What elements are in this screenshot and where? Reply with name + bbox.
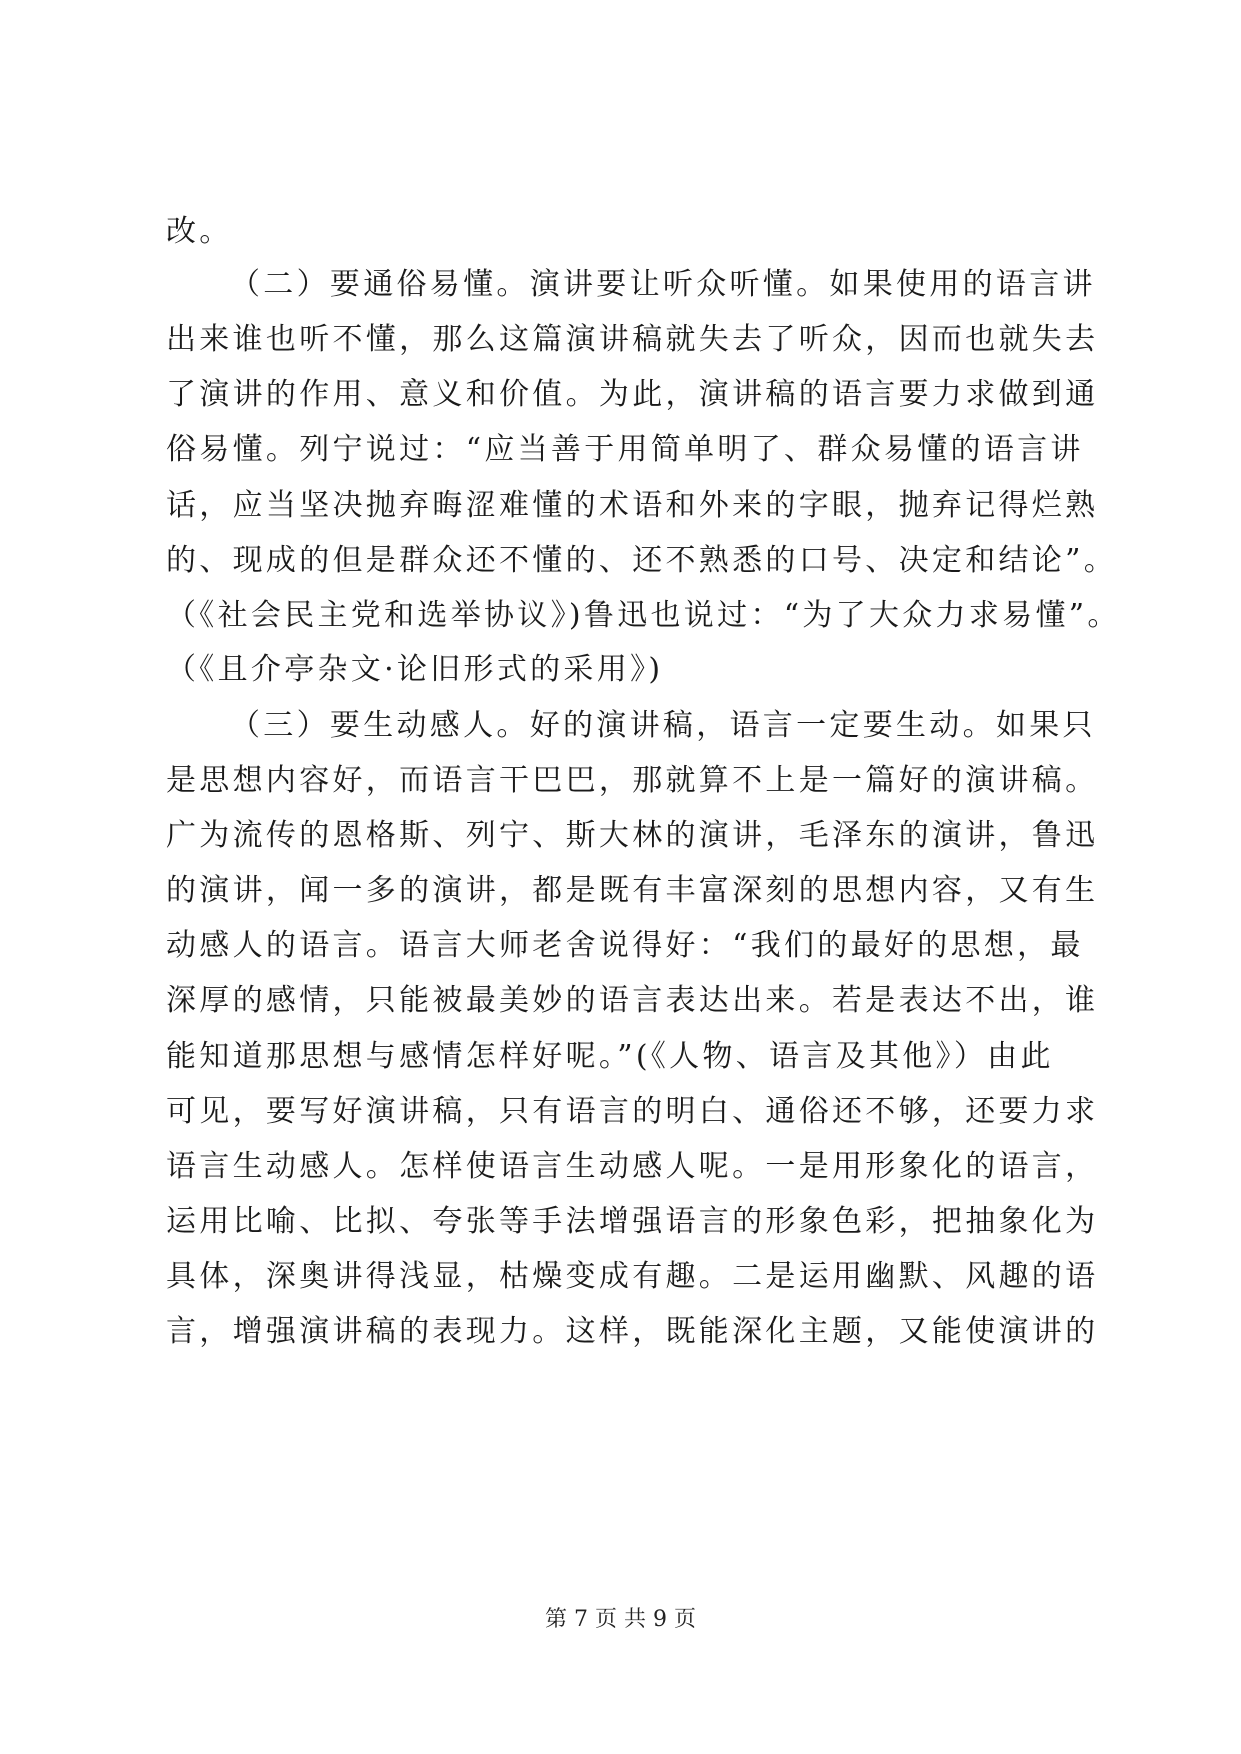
text-line: 的、现成的但是群众还不懂的、还不熟悉的口号、决定和结论”。 <box>166 543 1118 578</box>
text-line: 出来谁也听不懂，那么这篇演讲稿就失去了听众，因而也就失去 <box>166 322 1099 357</box>
text-line: 言，增强演讲稿的表现力。这样，既能深化主题，又能使演讲的 <box>166 1314 1099 1349</box>
text-line: 深厚的感情，只能被最美妙的语言表达出来。若是表达不出，谁 <box>166 983 1099 1018</box>
text-line: 改。 <box>166 214 233 249</box>
citation-line: （《社会民主党和选举协议》)鲁迅也说过：“为了大众力求易懂”。 <box>166 598 1121 633</box>
page-number-footer: 第 7 页 共 9 页 <box>545 1607 696 1632</box>
citation-line: （《且介亭杂文·论旧形式的采用》) <box>166 652 664 687</box>
text-line: 能知道那思想与感情怎样好呢。”(《人物、语言及其他》）由此 <box>166 1039 1054 1074</box>
text-line: 可见，要写好演讲稿，只有语言的明白、通俗还不够，还要力求 <box>166 1094 1099 1129</box>
text-line: 俗易懂。列宁说过：“应当善于用简单明了、群众易懂的语言讲 <box>166 432 1084 467</box>
paragraph-start-line: （二）要通俗易懂。演讲要让听众听懂。如果使用的语言讲 <box>230 267 1096 302</box>
text-line: 的演讲，闻一多的演讲，都是既有丰富深刻的思想内容，又有生 <box>166 873 1099 908</box>
paragraph-start-line: （三）要生动感人。好的演讲稿，语言一定要生动。如果只 <box>230 708 1096 743</box>
text-line: 话，应当坚决抛弃晦涩难懂的术语和外来的字眼，抛弃记得烂熟 <box>166 488 1099 523</box>
text-line: 语言生动感人。怎样使语言生动感人呢。一是用形象化的语言， <box>166 1149 1099 1184</box>
text-line: 运用比喻、比拟、夸张等手法增强语言的形象色彩，把抽象化为 <box>166 1204 1099 1239</box>
text-line: 广为流传的恩格斯、列宁、斯大林的演讲，毛泽东的演讲，鲁迅 <box>166 818 1099 853</box>
text-line: 了演讲的作用、意义和价值。为此，演讲稿的语言要力求做到通 <box>166 377 1099 412</box>
text-line: 是思想内容好，而语言干巴巴，那就算不上是一篇好的演讲稿。 <box>166 763 1099 798</box>
text-line: 动感人的语言。语言大师老舍说得好：“我们的最好的思想，最 <box>166 928 1084 963</box>
text-line: 具体，深奥讲得浅显，枯燥变成有趣。二是运用幽默、风趣的语 <box>166 1259 1099 1294</box>
